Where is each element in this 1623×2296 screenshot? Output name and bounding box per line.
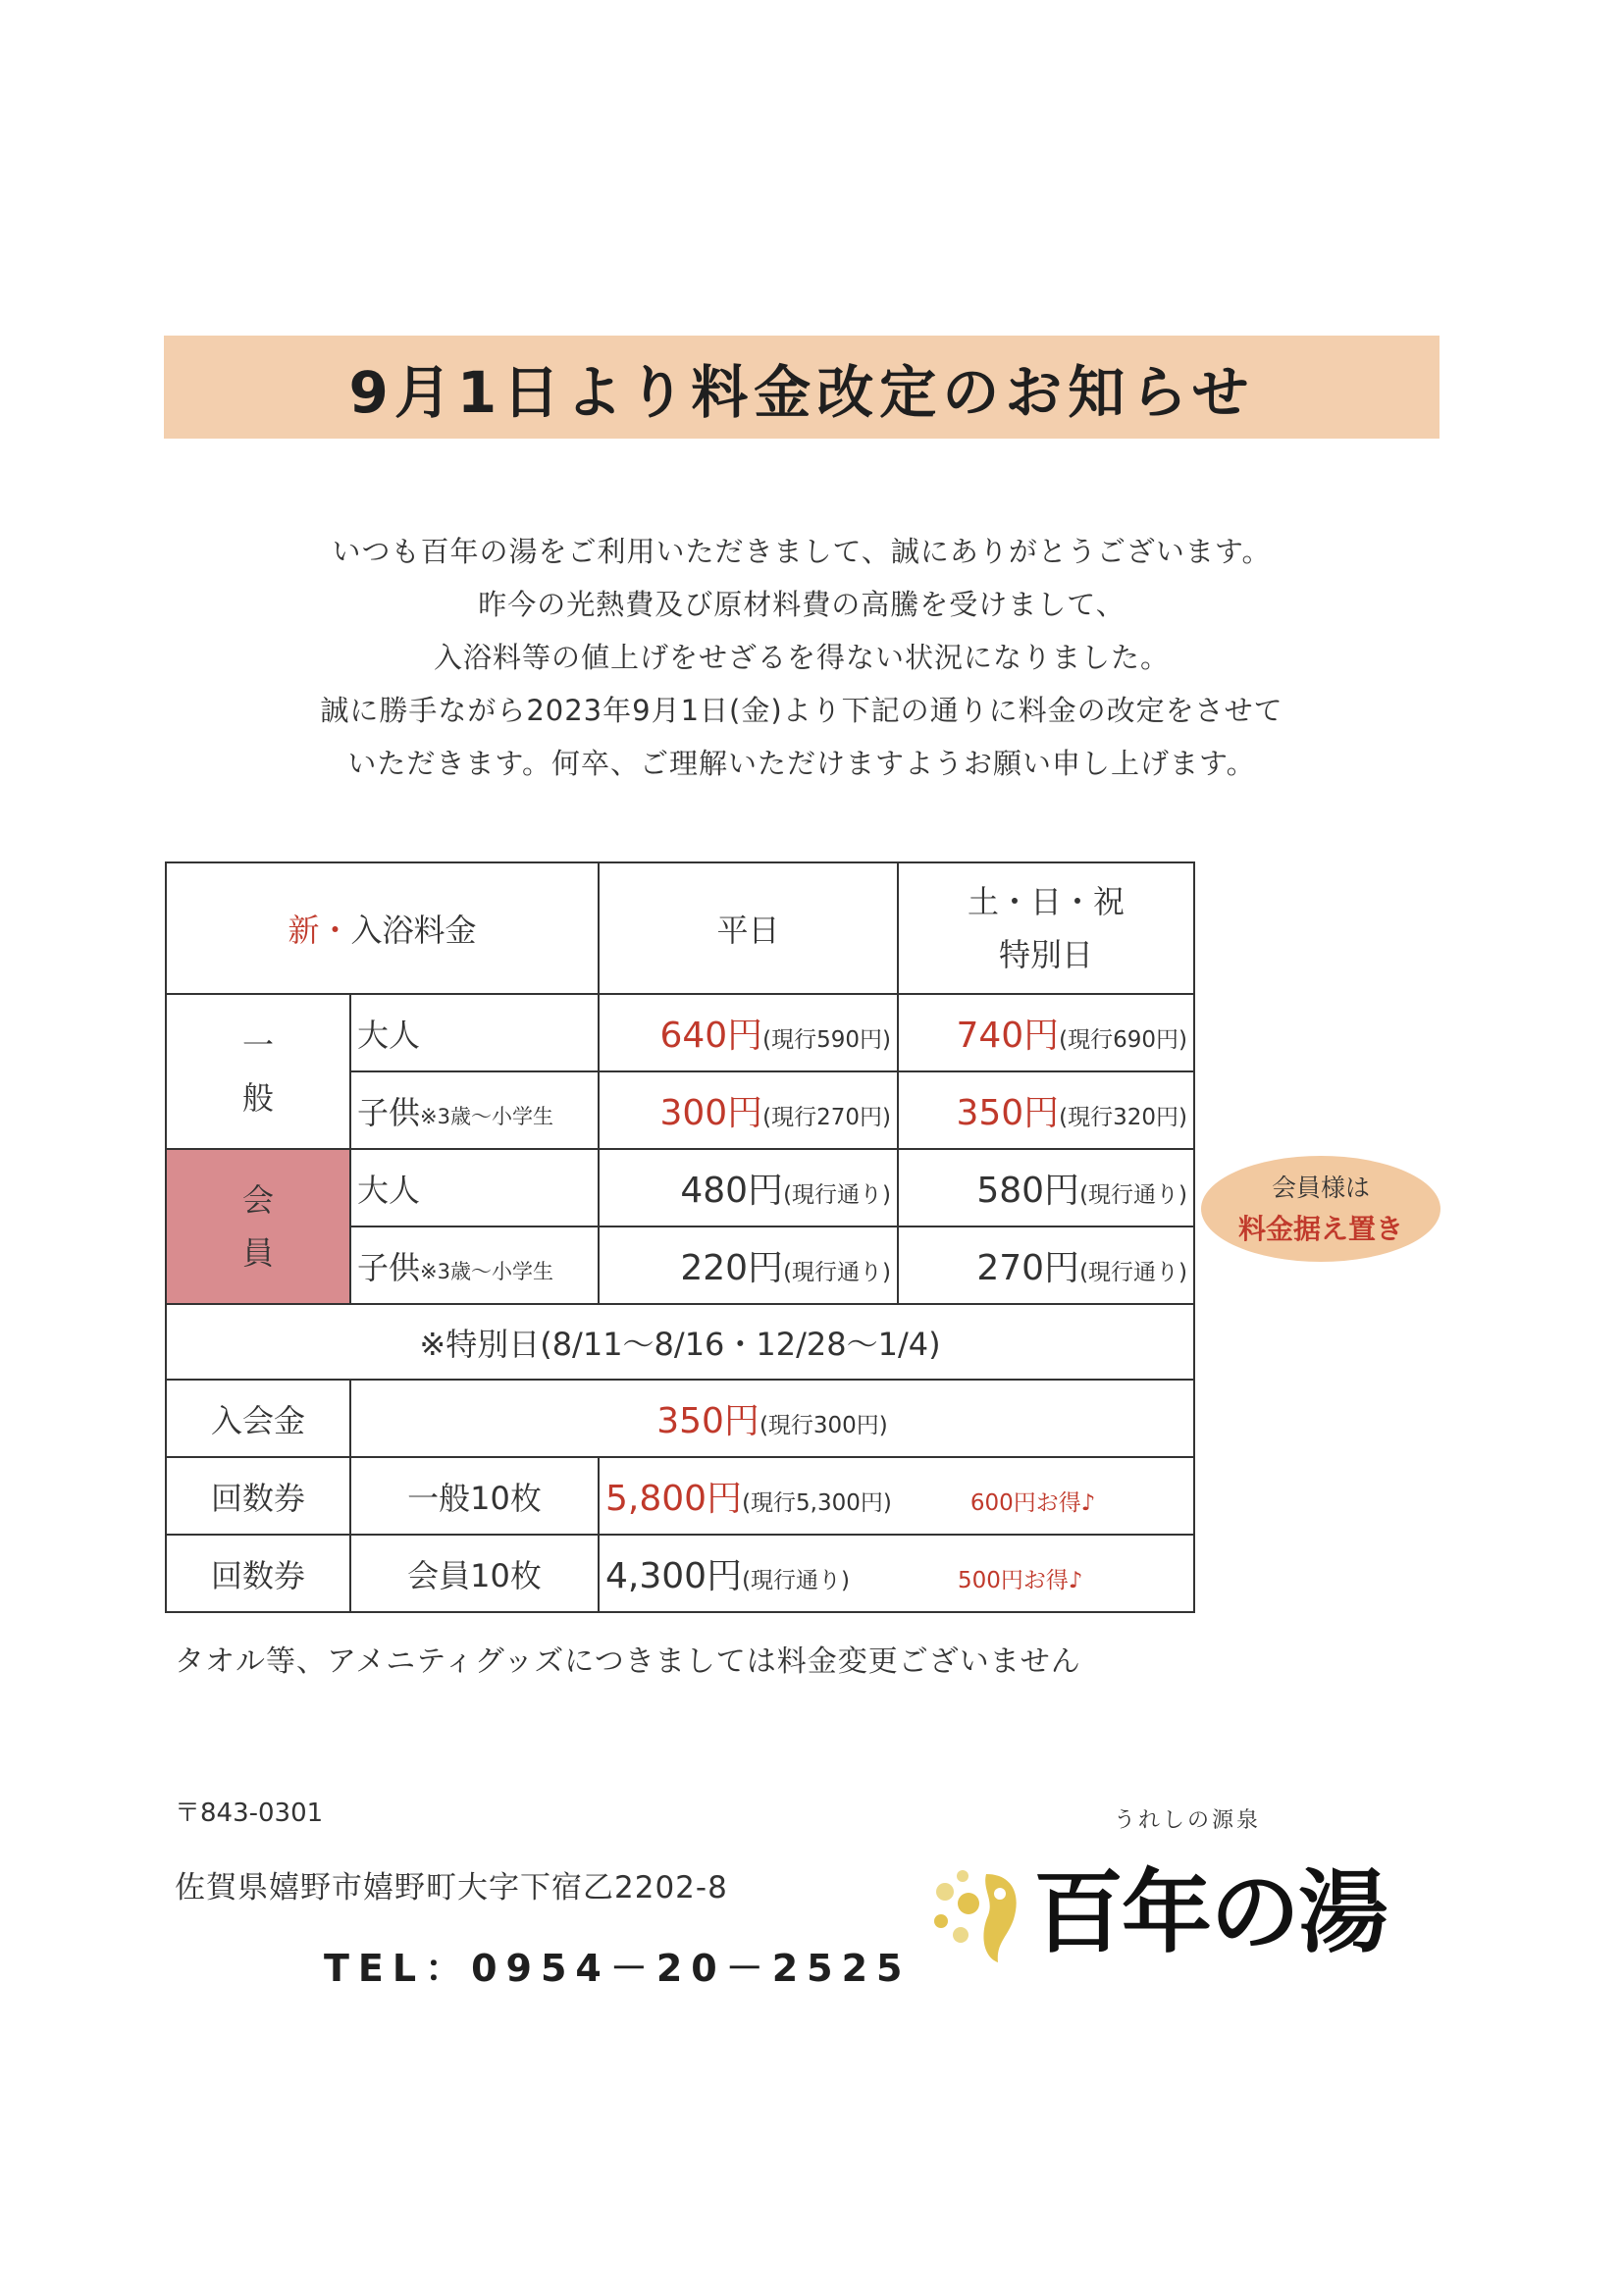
child-label: 子供 — [357, 1248, 421, 1286]
price: 4,300円 — [605, 1556, 743, 1596]
address: 佐賀県嬉野市嬉野町大字下宿乙2202-8 — [175, 1870, 728, 1905]
intro-line: 昨今の光熱費及び原材料費の高騰を受けまして、 — [478, 588, 1126, 621]
header-weekday: 平日 — [599, 862, 898, 994]
price: 220円 — [680, 1248, 784, 1288]
price: 480円 — [680, 1171, 784, 1211]
header-fee-label — [166, 862, 599, 994]
ticket-price — [599, 1457, 1194, 1535]
member-adult-weekday — [599, 1149, 898, 1226]
ticket-price — [599, 1535, 1194, 1612]
new-mark: 新 — [288, 912, 320, 949]
member-child-weekday — [599, 1226, 898, 1304]
price-note: (現行通り) — [1079, 1260, 1188, 1285]
enrollment-row — [166, 1380, 1194, 1457]
general-label-line2: 般 — [241, 1079, 274, 1117]
ticket-type: 一般10枚 — [350, 1457, 599, 1535]
general-label — [166, 994, 350, 1149]
price: 580円 — [976, 1171, 1080, 1211]
special-days-note: ※特別日(8/11～8/16・12/28～1/4) — [166, 1304, 1194, 1380]
logo-tagline: うれしの源泉 — [1114, 1808, 1262, 1833]
price: 640円 — [659, 1016, 763, 1056]
ticket-label: 回数券 — [166, 1535, 350, 1612]
general-child-weekend — [898, 1071, 1194, 1149]
ticket-saving: 500円お得♪ — [958, 1568, 1083, 1593]
ticket-row — [166, 1535, 1194, 1612]
fee-table — [165, 861, 1195, 1613]
price-note: (現行通り) — [783, 1182, 892, 1208]
member-adult-weekend — [898, 1149, 1194, 1226]
price-note: (現行通り) — [783, 1260, 892, 1285]
logo-name: 百年の湯 — [1033, 1859, 1387, 1965]
header-weekend-line2: 特別日 — [999, 936, 1094, 973]
general-child-label — [350, 1071, 599, 1149]
intro-line: いつも百年の湯をご利用いただきまして、誠にありがとうございます。 — [332, 535, 1272, 568]
intro-text — [164, 525, 1440, 790]
ticket-saving: 600円お得♪ — [969, 1490, 1096, 1516]
enrollment-label: 入会金 — [166, 1380, 350, 1457]
general-adult-weekend — [898, 994, 1194, 1071]
price-note: (現行通り) — [1079, 1182, 1188, 1208]
table-row — [166, 994, 1194, 1071]
header-weekend-line1: 土・日・祝 — [968, 883, 1126, 920]
child-age-note: ※3歳～小学生 — [420, 1259, 553, 1283]
price-note: (現行320円) — [1059, 1105, 1188, 1130]
child-label: 子供 — [357, 1093, 421, 1131]
logo-mark-icon — [917, 1835, 1035, 1982]
price: 740円 — [956, 1016, 1060, 1056]
intro-line: 入浴料等の値上げをせざるを得ない状況になりました。 — [433, 641, 1170, 674]
price-note: (現行300円) — [759, 1413, 888, 1438]
title-band — [164, 336, 1440, 439]
header-weekend — [898, 862, 1194, 994]
member-label — [166, 1149, 350, 1304]
badge-line1: 会員様は — [1271, 1174, 1370, 1202]
towel-note: タオル等、アメニティグッズにつきましては料金変更ございません — [175, 1644, 1081, 1679]
special-days-row — [166, 1304, 1194, 1380]
enrollment-fee — [350, 1380, 1194, 1457]
price: 270円 — [976, 1248, 1080, 1288]
price-note: (現行5,300円) — [742, 1490, 892, 1516]
general-adult-weekday — [599, 994, 898, 1071]
price: 300円 — [659, 1093, 763, 1133]
price: 350円 — [656, 1401, 759, 1441]
intro-line: いただきます。何卒、ご理解いただけますようお願い申し上げます。 — [347, 747, 1256, 780]
page-title: 9月1日より料金改定のお知らせ — [348, 358, 1255, 426]
member-child-label — [350, 1226, 599, 1304]
price-note: (現行590円) — [762, 1027, 892, 1053]
general-label-line1: 一 — [241, 1026, 274, 1064]
price: 350円 — [956, 1093, 1060, 1133]
header-separator: ・ — [319, 912, 351, 949]
member-label-line2: 員 — [241, 1234, 274, 1272]
ticket-row — [166, 1457, 1194, 1535]
price: 5,800円 — [605, 1479, 743, 1519]
header-label-text: 入浴料金 — [350, 912, 477, 949]
postal-code: 〒843-0301 — [175, 1799, 324, 1828]
member-adult-label: 大人 — [350, 1149, 599, 1226]
logo — [917, 1803, 1388, 1980]
ticket-type: 会員10枚 — [350, 1535, 599, 1612]
intro-line: 誠に勝手ながら2023年9月1日(金)より下記の通りに料金の改定をさせて — [320, 694, 1283, 727]
badge-line2: 料金据え置き — [1237, 1213, 1403, 1245]
general-child-weekday — [599, 1071, 898, 1149]
ticket-label: 回数券 — [166, 1457, 350, 1535]
member-price-badge — [1201, 1156, 1440, 1262]
member-child-weekend — [898, 1226, 1194, 1304]
table-row — [166, 1149, 1194, 1226]
price-note: (現行690円) — [1059, 1027, 1188, 1053]
price-note: (現行通り) — [742, 1568, 851, 1593]
member-label-line1: 会 — [241, 1181, 274, 1219]
child-age-note: ※3歳～小学生 — [420, 1104, 553, 1128]
price-note: (現行270円) — [762, 1105, 892, 1130]
table-header-row — [166, 862, 1194, 994]
phone-number: TEL：0954－20－2525 — [324, 1947, 912, 1990]
general-adult-label: 大人 — [350, 994, 599, 1071]
